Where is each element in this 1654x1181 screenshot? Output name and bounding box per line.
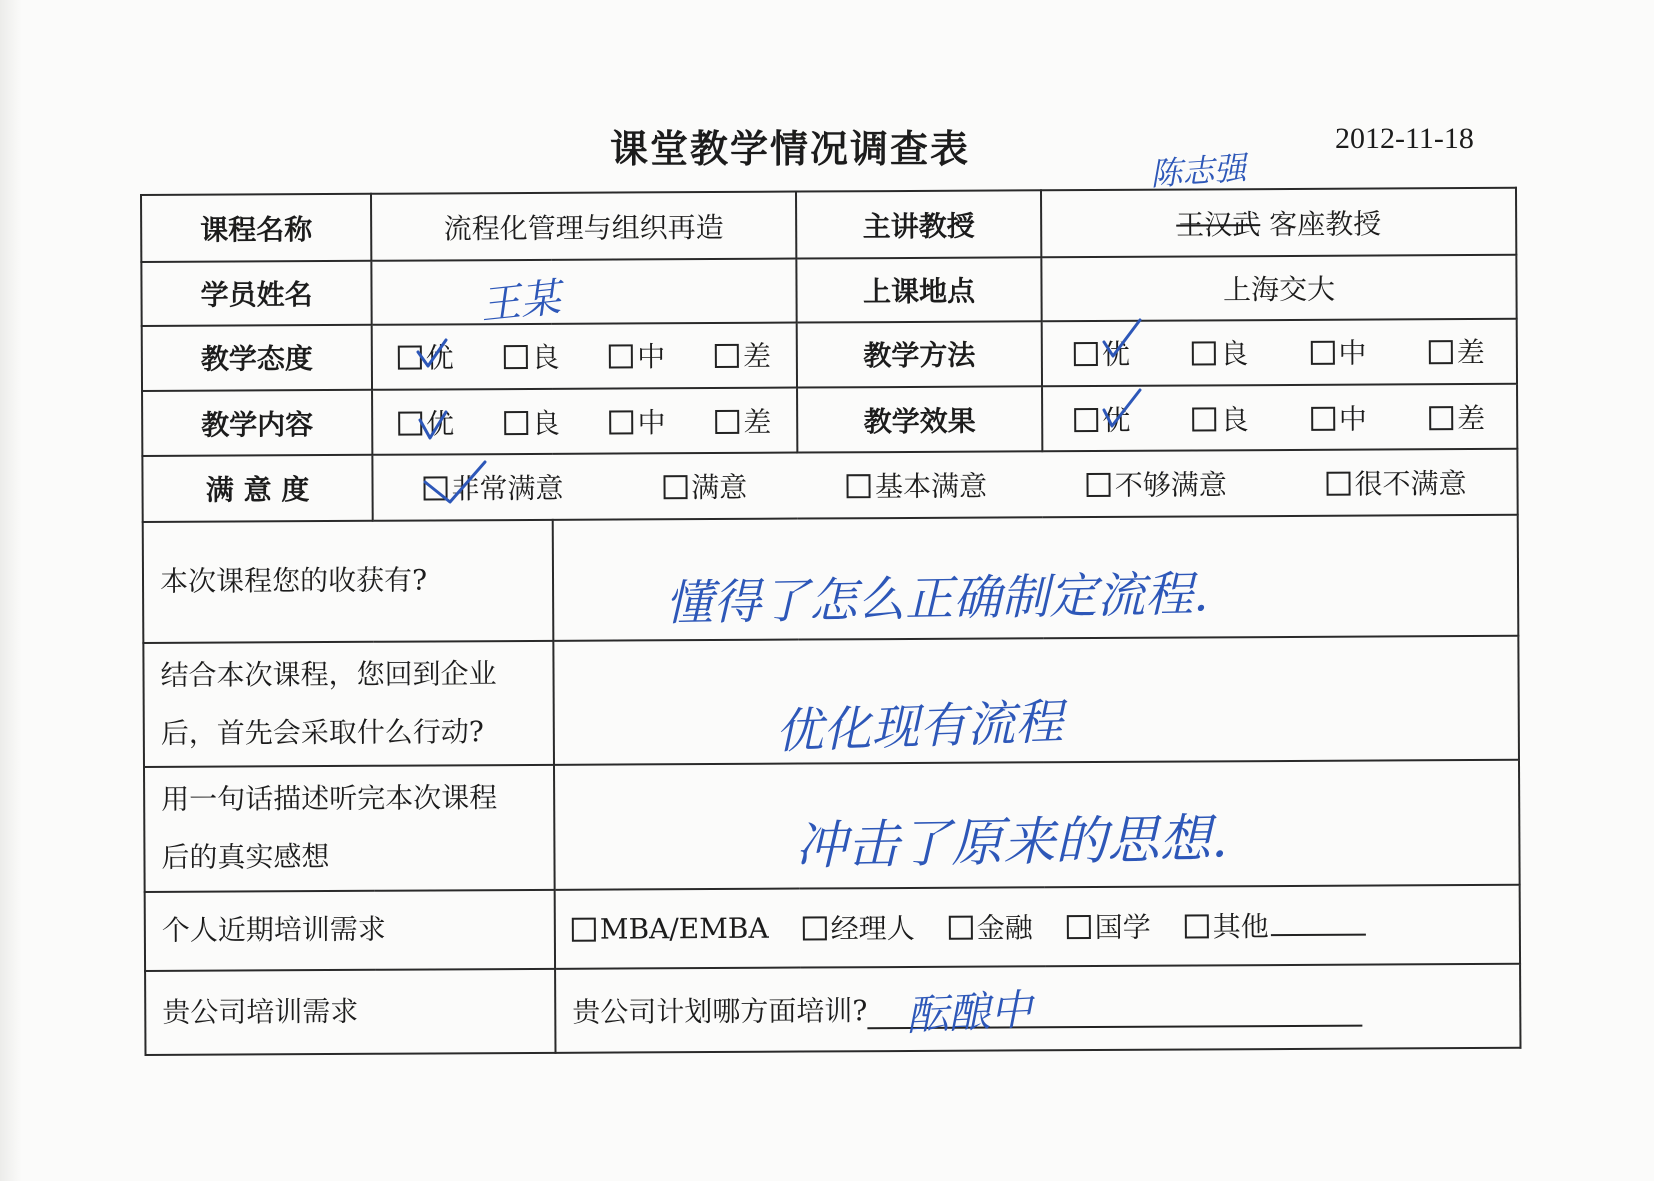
handwritten-action-answer: 优化现有流程 [774, 693, 1065, 761]
attitude-options [372, 322, 797, 390]
training-opt-guoxue[interactable]: 国学 [1067, 906, 1151, 946]
method-options [1042, 318, 1517, 386]
checkbox[interactable] [398, 346, 422, 370]
row-attitude [142, 318, 1517, 391]
student-name-label: 学员姓名 [141, 261, 371, 325]
checkbox[interactable] [609, 410, 633, 434]
row-satisfaction [142, 449, 1517, 522]
effect-opt-2[interactable]: 良 [1192, 398, 1248, 438]
attitude-opt-3[interactable]: 中 [609, 336, 665, 376]
content-opt-2[interactable]: 良 [504, 401, 560, 441]
survey-table [140, 187, 1522, 1056]
attitude-label: 教学态度 [142, 324, 372, 391]
attitude-opt-1[interactable]: 优 [398, 337, 454, 377]
feeling-label: 用一句话描述听完本次课程 后的真实感想 [144, 765, 555, 892]
location-label: 上课地点 [796, 258, 1041, 323]
satisfaction-opt-4[interactable]: 不够满意 [1087, 463, 1227, 504]
gains-label: 本次课程您的收获有? [143, 519, 554, 642]
checkbox[interactable] [1067, 915, 1091, 939]
row-training-needs [145, 884, 1520, 970]
method-opt-1[interactable]: 优 [1074, 333, 1130, 373]
checkbox[interactable] [609, 345, 633, 369]
effect-options [1042, 384, 1517, 452]
method-opt-4[interactable]: 差 [1429, 331, 1485, 371]
checkbox[interactable] [1429, 340, 1453, 364]
company-needs-answer-line[interactable] [867, 1024, 1362, 1029]
method-opt-3[interactable]: 中 [1310, 332, 1366, 372]
form-title: 课堂教学情况调查表 [609, 127, 970, 171]
location-value: 上海交大 [1041, 255, 1516, 321]
handwritten-student-name: 王某 [478, 274, 563, 330]
row-feeling [144, 760, 1520, 892]
satisfaction-options [372, 449, 1517, 520]
training-needs-options [555, 884, 1520, 968]
checkbox[interactable] [1087, 473, 1111, 497]
company-needs-label: 贵公司培训需求 [145, 968, 555, 1055]
row-content [142, 384, 1517, 457]
checkbox[interactable] [1310, 341, 1334, 365]
content-options [372, 388, 797, 456]
checkbox[interactable] [803, 916, 827, 940]
checkbox[interactable] [663, 475, 687, 499]
other-fill-line[interactable] [1271, 914, 1366, 936]
course-name-label: 课程名称 [141, 194, 371, 263]
training-needs-label: 个人近期培训需求 [145, 889, 555, 970]
method-opt-2[interactable]: 良 [1192, 333, 1248, 373]
effect-opt-3[interactable]: 中 [1311, 397, 1367, 437]
satisfaction-opt-3[interactable]: 基本满意 [847, 465, 987, 506]
student-name-value [371, 259, 796, 324]
professor-value [1041, 188, 1516, 258]
checkbox[interactable] [1185, 914, 1209, 938]
content-opt-4[interactable]: 差 [715, 400, 771, 440]
satisfaction-opt-1[interactable]: 非常满意 [423, 467, 563, 508]
professor-struck-name: 王汉武 [1176, 207, 1261, 242]
satisfaction-label: 满 意 度 [142, 455, 372, 522]
checkbox[interactable] [1193, 407, 1217, 431]
effect-opt-4[interactable]: 差 [1429, 397, 1485, 437]
checkbox[interactable] [1074, 408, 1098, 432]
method-label: 教学方法 [797, 321, 1042, 388]
checkbox[interactable] [1429, 406, 1453, 430]
checkbox[interactable] [1074, 342, 1098, 366]
checkbox[interactable] [949, 916, 973, 940]
checkbox[interactable] [715, 344, 739, 368]
handwritten-gains-answer: 懂得了怎么正确制定流程. [664, 566, 1209, 632]
training-opt-finance[interactable]: 金融 [949, 906, 1033, 946]
checkbox[interactable] [423, 476, 447, 500]
effect-opt-1[interactable]: 优 [1074, 398, 1130, 438]
checkbox[interactable] [572, 918, 596, 942]
checkbox[interactable] [1311, 406, 1335, 430]
attitude-opt-2[interactable]: 良 [503, 336, 559, 376]
satisfaction-opt-5[interactable]: 很不满意 [1327, 462, 1467, 503]
attitude-opt-4[interactable]: 差 [715, 335, 771, 375]
handwritten-company-answer: 酝酿中 [904, 984, 1034, 1041]
content-opt-1[interactable]: 优 [398, 402, 454, 442]
row-action [143, 636, 1519, 768]
action-answer-cell [553, 636, 1519, 765]
row-gains [143, 514, 1519, 642]
checkbox[interactable] [1192, 342, 1216, 366]
training-opt-manager[interactable]: 经理人 [803, 907, 915, 948]
action-label: 结合本次课程，您回到企业 后，首先会采取什么行动? [143, 641, 554, 768]
content-opt-3[interactable]: 中 [609, 401, 665, 441]
content-label: 教学内容 [142, 390, 372, 457]
checkbox[interactable] [1327, 472, 1351, 496]
scan-edge [0, 0, 22, 1181]
checkbox[interactable] [504, 411, 528, 435]
professor-title: 客座教授 [1269, 207, 1382, 241]
checkbox[interactable] [398, 411, 422, 435]
company-needs-cell [555, 963, 1520, 1052]
checkbox[interactable] [715, 410, 739, 434]
training-opt-other[interactable]: 其他 [1185, 905, 1366, 946]
feeling-answer-cell [554, 760, 1520, 889]
row-company-needs [145, 963, 1520, 1055]
checkbox[interactable] [503, 345, 527, 369]
row-course [141, 188, 1516, 263]
satisfaction-opt-2[interactable]: 满意 [663, 466, 747, 506]
gains-answer-cell [553, 514, 1519, 640]
checkbox[interactable] [847, 474, 871, 498]
handwritten-professor-correction: 陈志强 [1148, 148, 1248, 194]
training-opt-mba[interactable]: MBA/EMBA [572, 911, 769, 945]
company-needs-question: 贵公司计划哪方面培训? [572, 994, 868, 1029]
form-date: 2012-11-18 [1335, 122, 1474, 155]
handwritten-feeling-answer: 冲击了原来的思想. [794, 809, 1229, 877]
professor-label: 主讲教授 [796, 190, 1041, 259]
effect-label: 教学效果 [797, 386, 1042, 453]
course-name-value: 流程化管理与组织再造 [371, 192, 796, 262]
row-student [141, 255, 1516, 325]
